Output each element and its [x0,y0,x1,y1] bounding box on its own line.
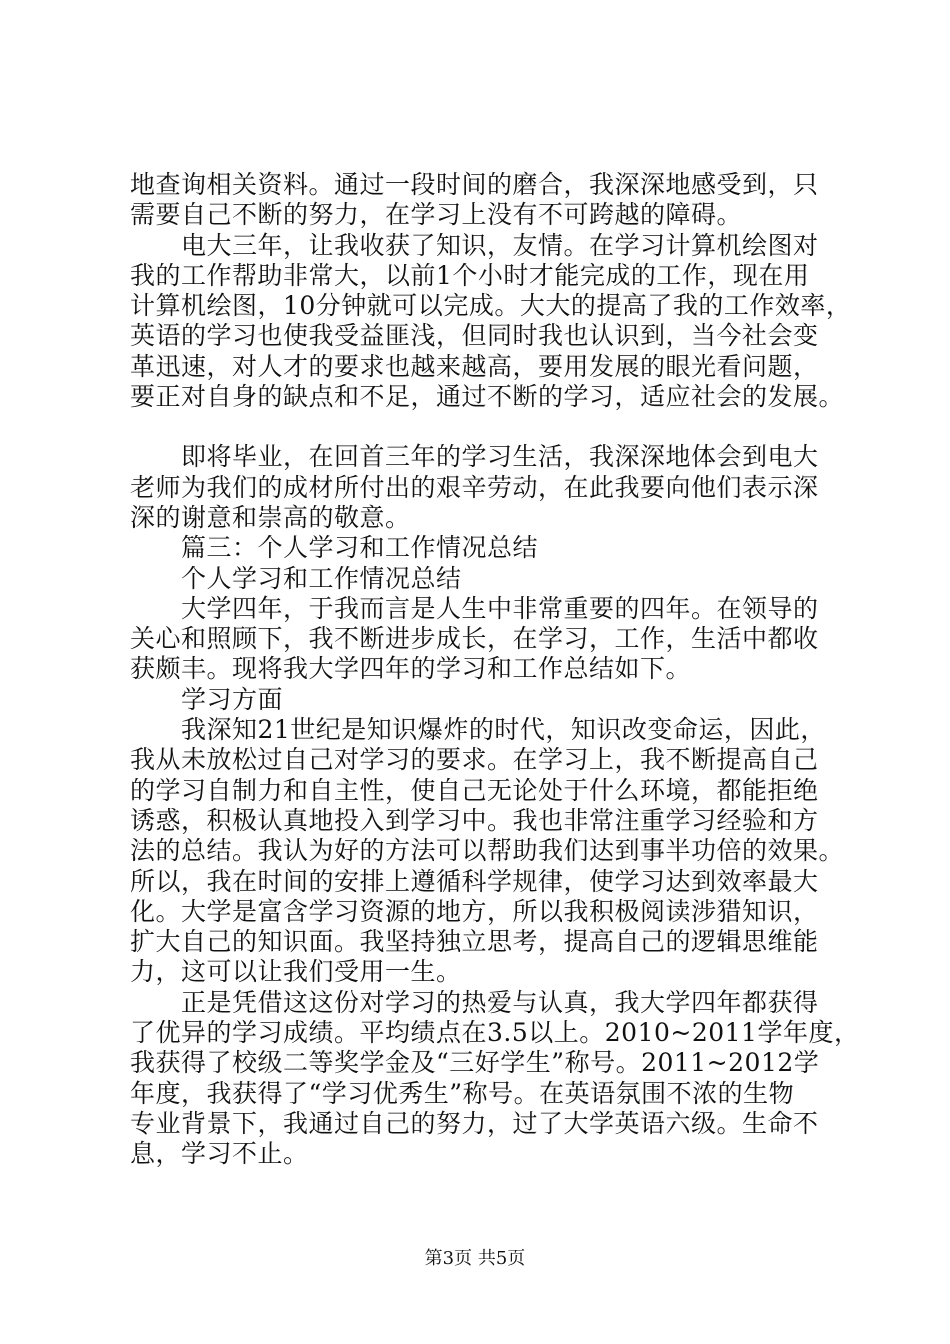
text-line: 专业背景下，我通过自己的努力，过了大学英语六级。生命不 [130,1108,819,1138]
text-line: 即将毕业，在回首三年的学习生活，我深深地体会到电大 [130,442,819,472]
text-line: 计算机绘图，10分钟就可以完成。大大的提高了我的工作效率， [130,291,852,321]
text-line: 需要自己不断的努力，在学习上没有不可跨越的障碍。 [130,200,743,230]
text-line: 力，这可以让我们受用一生。 [130,957,462,987]
document-body [130,170,860,1170]
text-line: 获颇丰。现将我大学四年的学习和工作总结如下。 [130,654,692,684]
text-line: 法的总结。我认为好的方法可以帮助我们达到事半功倍的效果。 [130,836,845,866]
text-line: 化。大学是富含学习资源的地方，所以我积极阅读涉猎知识， [130,896,819,926]
text-line: 老师为我们的成材所付出的艰辛劳动，在此我要向他们表示深 [130,472,819,502]
text-line: 革迅速，对人才的要求也越来越高，要用发展的眼光看问题， [130,351,819,381]
text-line: 息，学习不止。 [130,1139,309,1169]
text-line: 正是凭借这这份对学习的热爱与认真，我大学四年都获得 [130,987,819,1017]
text-line: 电大三年，让我收获了知识，友情。在学习计算机绘图对 [130,230,819,260]
text-line: 关心和照顾下，我不断进步成长，在学习，工作，生活中都收 [130,624,819,654]
text-line: 我从未放松过自己对学习的要求。在学习上，我不断提高自己 [130,745,819,775]
text-line: 要正对自身的缺点和不足，通过不断的学习，适应社会的发展。 [130,382,845,412]
text-line: 的学习自制力和自主性，使自己无论处于什么环境，都能拒绝 [130,775,819,805]
text-line: 个人学习和工作情况总结 [130,563,462,593]
text-line: 所以，我在时间的安排上遵循科学规律，使学习达到效率最大 [130,866,819,896]
text-line: 扩大自己的知识面。我坚持独立思考，提高自己的逻辑思维能 [130,927,819,957]
text-line: 英语的学习也使我受益匪浅，但同时我也认识到，当今社会变 [130,321,819,351]
text-line: 我深知21世纪是知识爆炸的时代，知识改变命运，因此， [130,715,826,745]
text-line: 学习方面 [130,684,284,714]
paragraph-gap [130,412,830,442]
text-line: 我获得了校级二等奖学金及“三好学生”称号。2011~2012学 [130,1048,820,1078]
text-line: 了优异的学习成绩。平均绩点在3.5以上。2010~2011学年度， [130,1018,860,1048]
text-line: 我的工作帮助非常大，以前1个小时才能完成的工作，现在用 [130,260,810,290]
page-footer: 第3页 共5页 [424,1248,526,1269]
text-line: 地查询相关资料。通过一段时间的磨合，我深深地感受到，只 [130,170,819,199]
text-line: 诱惑，积极认真地投入到学习中。我也非常注重学习经验和方 [130,805,819,835]
text-line: 年度，我获得了“学习优秀生”称号。在英语氛围不浓的生物 [130,1078,795,1108]
text-line: 大学四年，于我而言是人生中非常重要的四年。在领导的 [130,593,819,623]
text-line: 深的谢意和崇高的敬意。 [130,502,411,532]
text-line: 篇三：个人学习和工作情况总结 [130,533,539,563]
